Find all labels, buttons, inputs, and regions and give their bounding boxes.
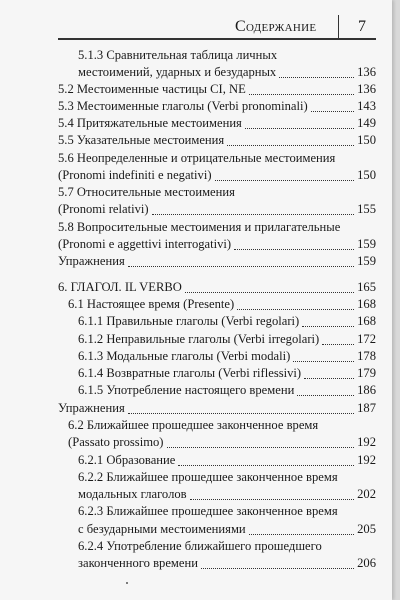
toc-entry	[58, 115, 376, 132]
dot-leader	[128, 413, 354, 414]
toc-entry-page: 205	[357, 522, 376, 536]
toc-entry-title: местоимений, ударных и безударных	[78, 65, 277, 79]
dot-leader	[249, 534, 354, 535]
toc-entry	[78, 555, 376, 572]
dot-leader	[237, 309, 354, 310]
toc-entry-page: 186	[357, 383, 376, 397]
toc-entry-page: 178	[357, 349, 376, 363]
toc-entry-title: модальных глаголов	[78, 487, 187, 501]
dot-leader	[293, 361, 354, 362]
toc-entry	[58, 184, 376, 201]
toc-entry	[58, 253, 376, 270]
toc-entry	[78, 538, 376, 555]
toc-entry	[78, 348, 376, 365]
toc-entry-page: 159	[357, 254, 376, 268]
toc-entry	[58, 400, 376, 417]
toc-entry-page: 172	[357, 332, 376, 346]
toc-entry-title: 6.2 Ближайшее прошедшее законченное время	[68, 418, 319, 432]
toc-entry-page: 165	[357, 280, 376, 294]
dot-leader	[167, 447, 354, 448]
dot-leader	[128, 266, 354, 267]
toc-entry-title: (Pronomi e aggettivi interrogativi)	[58, 237, 232, 251]
toc-entry	[78, 382, 376, 399]
toc-entry-title: 6.2.1 Образование	[78, 453, 176, 467]
dot-leader	[245, 128, 354, 129]
toc-entry-title: (Passato prossimo)	[68, 435, 164, 449]
toc-entry	[58, 279, 376, 296]
toc-entry-title: с безударными местоимениями	[78, 522, 246, 536]
toc-entry-title: 6.1.2 Неправильные глаголы (Verbi irregolari)	[78, 332, 320, 346]
toc-entry	[78, 469, 376, 486]
page-speck	[126, 582, 128, 584]
toc-entry	[78, 313, 376, 330]
dot-leader	[234, 249, 354, 250]
toc-entry-title: 5.4 Притяжательные местоимения	[58, 116, 242, 130]
toc-entry-page: 159	[357, 237, 376, 251]
dot-leader	[279, 77, 354, 78]
toc-entry-title: 6.1.5 Употребление настоящего времени	[78, 383, 295, 397]
dot-leader	[304, 378, 354, 379]
toc-entry	[58, 236, 376, 253]
toc-entry-page: 149	[357, 116, 376, 130]
toc-entry	[78, 331, 376, 348]
toc-entry	[58, 150, 376, 167]
toc-entry	[78, 64, 376, 81]
toc-entry-title: законченного времени	[78, 556, 198, 570]
toc-entry-title: 5.7 Относительные местоимения	[58, 185, 235, 199]
toc-entry-title: 6.1.1 Правильные глаголы (Verbi regolari)	[78, 314, 300, 328]
toc-entry-title: 6.2.4 Употребление ближайшего прошедшего	[78, 539, 322, 553]
header-title: Содержание	[235, 18, 317, 35]
toc-entry-page: 136	[357, 82, 376, 96]
toc-entry-title: 5.8 Вопросительные местоимения и прилагательные	[58, 220, 341, 234]
toc-entry-title: 6.1.3 Модальные глаголы (Verbi modali)	[78, 349, 291, 363]
dot-leader	[297, 395, 354, 396]
toc-entry	[78, 503, 376, 520]
dot-leader	[201, 568, 354, 569]
dot-leader	[322, 344, 354, 345]
toc-entry-title: (Pronomi indefiniti e negativi)	[58, 168, 212, 182]
toc-entry-page: 150	[357, 168, 376, 182]
dot-leader	[302, 326, 354, 327]
toc-entry-page: 192	[357, 453, 376, 467]
toc-entry-title: 6. ГЛАГОЛ. IL VERBO	[58, 280, 182, 294]
toc-entry	[58, 167, 376, 184]
toc-entry-page: 168	[357, 297, 376, 311]
toc-entry-title: 6.2.3 Ближайшее прошедшее законченное время	[78, 504, 338, 518]
toc-entry-title: 5.1.3 Сравнительная таблица личных	[78, 48, 278, 62]
toc-entry-title: 6.1.4 Возвратные глаголы (Verbi riflessivi)	[78, 366, 302, 380]
toc-entry	[78, 452, 376, 469]
toc-entry-page: 202	[357, 487, 376, 501]
toc-entry-title: 6.1 Настоящее время (Presente)	[68, 297, 235, 311]
page-number: 7	[358, 18, 366, 35]
toc-entry	[68, 417, 376, 434]
toc-entry-page: 179	[357, 366, 376, 380]
toc-entry-page: 187	[357, 401, 376, 415]
dot-leader	[215, 180, 354, 181]
toc-entry	[78, 486, 376, 503]
toc-entry	[78, 365, 376, 382]
toc-entry-title: 5.5 Указательные местоимения	[58, 133, 225, 147]
toc-entry	[58, 201, 376, 218]
toc-entry-page: 143	[357, 99, 376, 113]
dot-leader	[227, 145, 354, 146]
toc-entry-title: 5.2 Местоименные частицы CI, NE	[58, 82, 246, 96]
toc-entry	[58, 81, 376, 98]
dot-leader	[249, 94, 354, 95]
toc-entry-page: 136	[357, 65, 376, 79]
toc-entry-title: (Pronomi relativi)	[58, 202, 149, 216]
toc-entry	[58, 132, 376, 149]
toc-entry-page: 192	[357, 435, 376, 449]
toc-entry	[78, 521, 376, 538]
toc-entry	[58, 98, 376, 115]
toc-entry-page: 150	[357, 133, 376, 147]
toc-entry-title: 5.3 Местоименные глаголы (Verbi pronominali)	[58, 99, 308, 113]
toc-entry-title: 6.2.2 Ближайшее прошедшее законченное время	[78, 470, 338, 484]
toc-entry	[78, 47, 376, 64]
dot-leader	[178, 465, 354, 466]
running-header	[58, 15, 376, 35]
header-separator	[338, 15, 339, 38]
toc-entry-title: Упражнения	[58, 401, 125, 415]
toc-entry	[68, 434, 376, 451]
header-rule	[58, 38, 376, 40]
toc-entry-page: 155	[357, 202, 376, 216]
dot-leader	[152, 214, 354, 215]
dot-leader	[190, 499, 354, 500]
toc-entry-title: Упражнения	[58, 254, 125, 268]
toc-entry	[68, 296, 376, 313]
toc-entry-page: 168	[357, 314, 376, 328]
toc-entry-title: 5.6 Неопределенные и отрицательные местоимения	[58, 151, 336, 165]
dot-leader	[311, 111, 354, 112]
toc-entry	[58, 219, 376, 236]
dot-leader	[185, 292, 354, 293]
toc-entry-page: 206	[357, 556, 376, 570]
